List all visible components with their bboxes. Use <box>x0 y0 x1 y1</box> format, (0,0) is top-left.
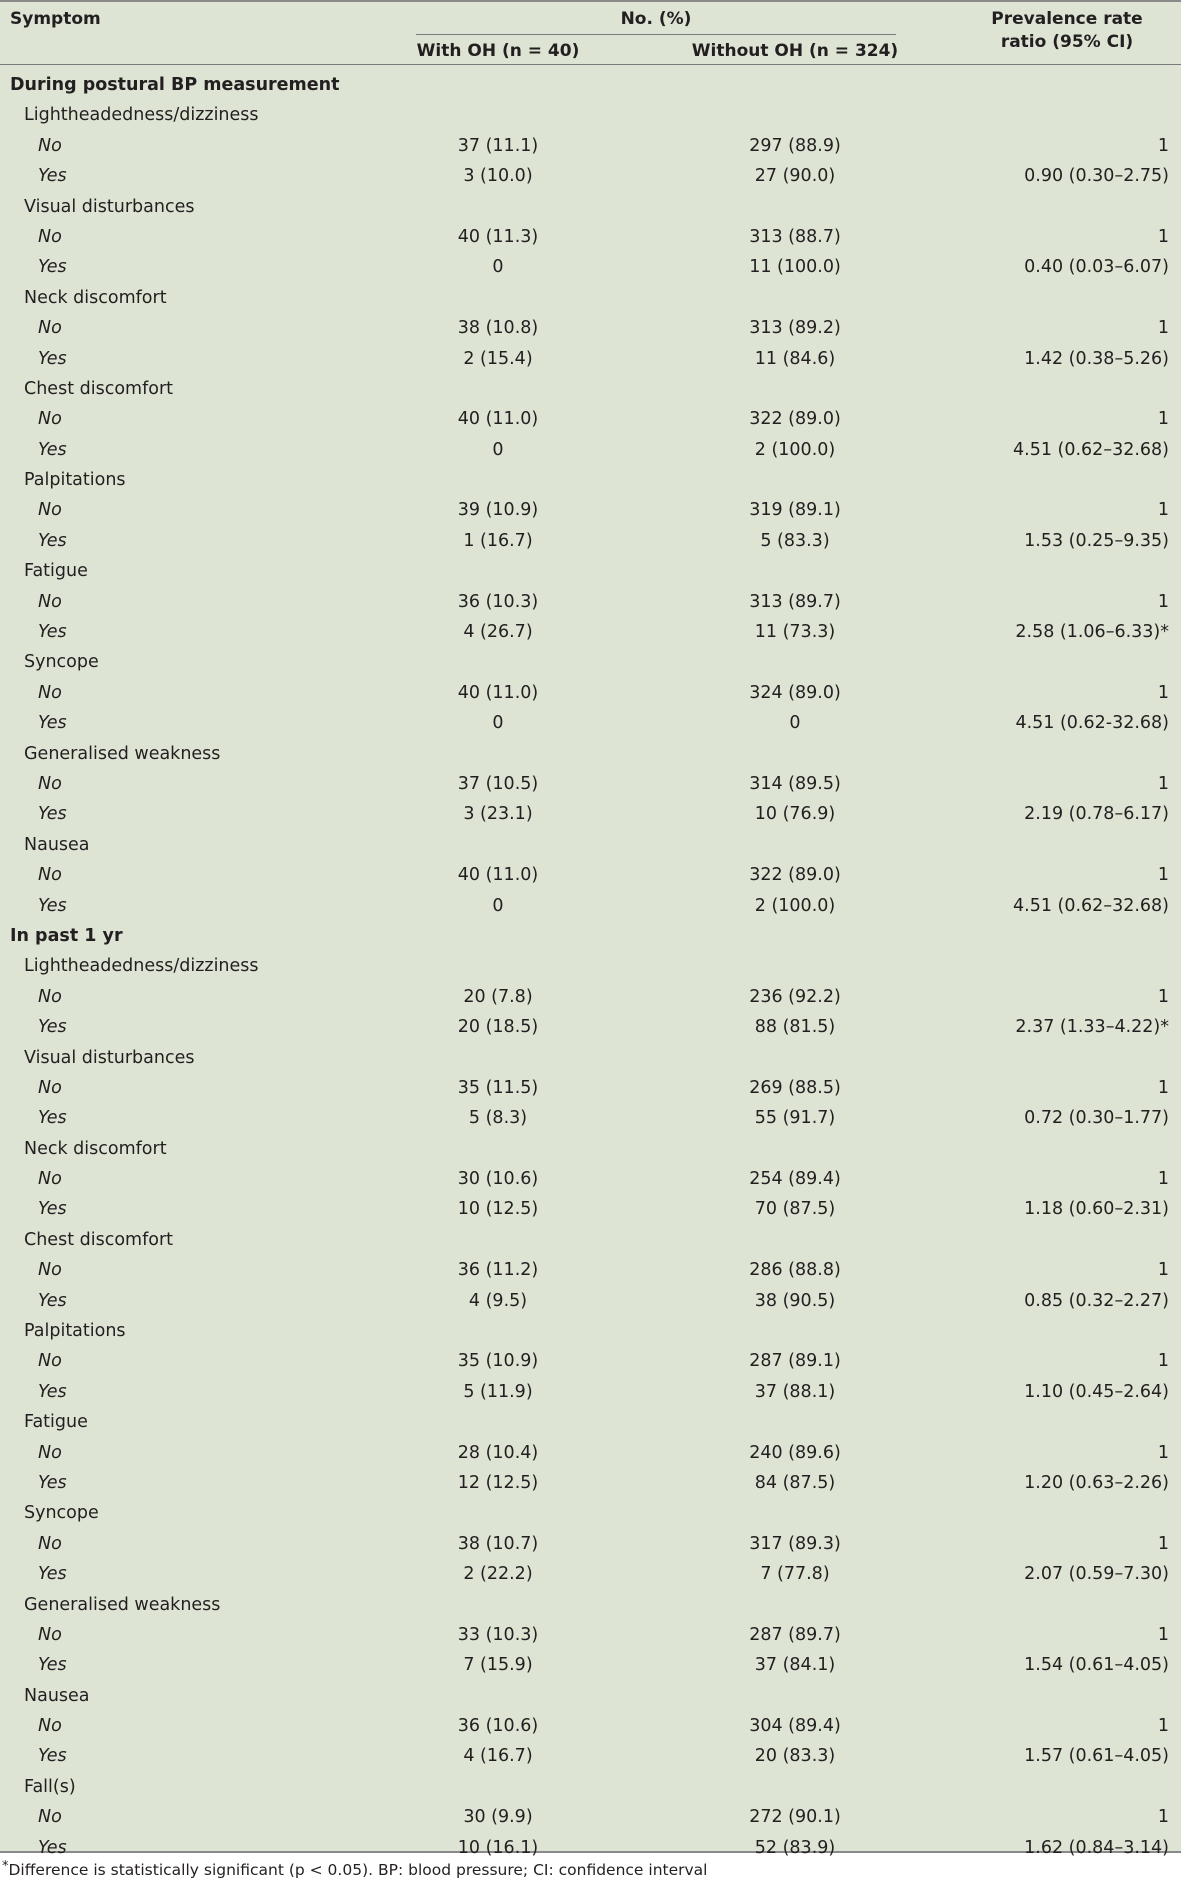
prr-cell: 1.10 (0.45–2.64) <box>1024 1381 1169 1402</box>
table-row <box>0 769 1181 799</box>
row-label: Chest discomfort <box>24 378 174 399</box>
prr-cell: 1 <box>1157 1716 1169 1737</box>
prr-cell: 1.42 (0.38–5.26) <box>1024 348 1169 369</box>
table-row <box>0 344 1181 374</box>
row-label: Yes <box>38 1564 67 1585</box>
row-label: No <box>38 865 62 886</box>
without-oh-cell: 27 (90.0) <box>754 166 836 187</box>
without-oh-cell: 0 <box>789 713 801 734</box>
prr-cell: 0.72 (0.30–1.77) <box>1024 1108 1169 1129</box>
with-oh-cell: 36 (10.3) <box>457 591 539 612</box>
with-oh-cell: 36 (11.2) <box>457 1260 539 1281</box>
without-oh-cell: 287 (89.7) <box>749 1624 841 1645</box>
prr-cell: 0.85 (0.32–2.27) <box>1024 1290 1169 1311</box>
prr-cell: 0.90 (0.30–2.75) <box>1024 166 1169 187</box>
without-oh-cell: 317 (89.3) <box>749 1533 841 1554</box>
table-row <box>0 860 1181 890</box>
prr-cell: 1 <box>1157 409 1169 430</box>
header-without-oh: Without OH (n = 324) <box>691 41 899 61</box>
without-oh-cell: 314 (89.5) <box>749 773 841 794</box>
without-oh-cell: 2 (100.0) <box>754 895 836 916</box>
with-oh-cell: 37 (10.5) <box>457 773 539 794</box>
with-oh-cell: 20 (7.8) <box>463 986 533 1007</box>
prr-cell: 1.62 (0.84–3.14) <box>1024 1837 1169 1858</box>
with-oh-cell: 35 (11.5) <box>457 1077 539 1098</box>
table-row <box>0 1164 1181 1194</box>
row-label: Yes <box>38 713 67 734</box>
without-oh-cell: 10 (76.9) <box>754 804 836 825</box>
row-label: Yes <box>38 1837 67 1858</box>
table-row <box>0 1255 1181 1285</box>
row-label: Fall(s) <box>24 1776 76 1797</box>
table-row <box>0 1650 1181 1680</box>
without-oh-cell: 88 (81.5) <box>754 1017 836 1038</box>
table-row <box>0 1346 1181 1376</box>
without-oh-cell: 11 (100.0) <box>749 257 841 278</box>
row-label: No <box>38 135 62 156</box>
row-label: Yes <box>38 348 67 369</box>
prr-cell: 1 <box>1157 318 1169 339</box>
row-label: No <box>38 500 62 521</box>
table-row <box>0 526 1181 556</box>
row-label: No <box>38 986 62 1007</box>
table-row <box>0 1559 1181 1589</box>
with-oh-cell: 40 (11.0) <box>457 865 539 886</box>
with-oh-cell: 3 (10.0) <box>463 166 533 187</box>
prr-cell: 1 <box>1157 682 1169 703</box>
without-oh-cell: 84 (87.5) <box>754 1472 836 1493</box>
row-label: No <box>38 1260 62 1281</box>
with-oh-cell: 4 (9.5) <box>468 1290 528 1311</box>
table-row <box>0 1194 1181 1224</box>
header-prevalence-rate-ratio <box>967 8 1167 54</box>
with-oh-cell: 2 (15.4) <box>463 348 533 369</box>
prr-cell: 1 <box>1157 865 1169 886</box>
symptom-row <box>0 100 1181 130</box>
prr-cell: 2.19 (0.78–6.17) <box>1024 804 1169 825</box>
with-oh-cell: 40 (11.0) <box>457 409 539 430</box>
row-label: No <box>38 1169 62 1190</box>
row-label: No <box>38 1716 62 1737</box>
prr-cell: 1 <box>1157 1533 1169 1554</box>
table-row <box>0 252 1181 282</box>
prr-cell: 1 <box>1157 135 1169 156</box>
row-label: During postural BP measurement <box>10 75 340 95</box>
prr-cell: 1.54 (0.61–4.05) <box>1024 1655 1169 1676</box>
with-oh-cell: 3 (23.1) <box>463 804 533 825</box>
table-row <box>0 1529 1181 1559</box>
with-oh-cell: 5 (8.3) <box>468 1108 528 1129</box>
row-label: No <box>38 1533 62 1554</box>
row-label: Palpitations <box>24 470 126 491</box>
prr-cell: 1 <box>1157 773 1169 794</box>
prr-cell: 4.51 (0.62-32.68) <box>1015 713 1169 734</box>
table-row <box>0 1286 1181 1316</box>
row-label: No <box>38 773 62 794</box>
header-prr-line1: Prevalence rate <box>991 9 1143 29</box>
without-oh-cell: 272 (90.1) <box>749 1807 841 1828</box>
without-oh-cell: 322 (89.0) <box>749 409 841 430</box>
with-oh-cell: 10 (16.1) <box>457 1837 539 1858</box>
symptom-row <box>0 374 1181 404</box>
with-oh-cell: 0 <box>492 439 504 460</box>
with-oh-cell: 7 (15.9) <box>463 1655 533 1676</box>
prr-cell: 1 <box>1157 1351 1169 1372</box>
row-label: Nausea <box>24 1685 90 1706</box>
without-oh-cell: 313 (89.7) <box>749 591 841 612</box>
table-row <box>0 435 1181 465</box>
without-oh-cell: 236 (92.2) <box>749 986 841 1007</box>
row-label: Yes <box>38 1108 67 1129</box>
symptom-row <box>0 830 1181 860</box>
prr-cell: 1 <box>1157 1442 1169 1463</box>
with-oh-cell: 10 (12.5) <box>457 1199 539 1220</box>
symptom-row <box>0 192 1181 222</box>
row-label: Lightheadedness/dizziness <box>24 956 259 977</box>
table-row <box>0 1103 1181 1133</box>
section-row <box>0 921 1181 951</box>
row-label: Yes <box>38 257 67 278</box>
with-oh-cell: 28 (10.4) <box>457 1442 539 1463</box>
table-row <box>0 1468 1181 1498</box>
row-label: Yes <box>38 166 67 187</box>
row-label: No <box>38 682 62 703</box>
symptom-row <box>0 1134 1181 1164</box>
table-row <box>0 404 1181 434</box>
table-row <box>0 161 1181 191</box>
row-label: Lightheadedness/dizziness <box>24 105 259 126</box>
row-label: Syncope <box>24 652 99 673</box>
row-label: No <box>38 1807 62 1828</box>
row-label: Visual disturbances <box>24 196 195 217</box>
row-label: Syncope <box>24 1503 99 1524</box>
without-oh-cell: 2 (100.0) <box>754 439 836 460</box>
with-oh-cell: 1 (16.7) <box>463 530 533 551</box>
row-label: Yes <box>38 1017 67 1038</box>
with-oh-cell: 4 (16.7) <box>463 1746 533 1767</box>
symptom-row <box>0 556 1181 586</box>
table-row <box>0 1711 1181 1741</box>
table-row <box>0 1620 1181 1650</box>
without-oh-cell: 70 (87.5) <box>754 1199 836 1220</box>
without-oh-cell: 240 (89.6) <box>749 1442 841 1463</box>
prr-cell: 4.51 (0.62–32.68) <box>1013 439 1169 460</box>
row-label: Palpitations <box>24 1321 126 1342</box>
symptom-row <box>0 1772 1181 1802</box>
table-row <box>0 1012 1181 1042</box>
table-body <box>0 70 1181 1863</box>
with-oh-cell: 2 (22.2) <box>463 1564 533 1585</box>
row-label: No <box>38 1624 62 1645</box>
row-label: Yes <box>38 1381 67 1402</box>
with-oh-cell: 38 (10.8) <box>457 318 539 339</box>
prr-cell: 2.58 (1.06–6.33)* <box>1015 622 1169 643</box>
without-oh-cell: 37 (84.1) <box>754 1655 836 1676</box>
row-label: No <box>38 1351 62 1372</box>
without-oh-cell: 269 (88.5) <box>749 1077 841 1098</box>
symptom-row <box>0 1225 1181 1255</box>
without-oh-cell: 319 (89.1) <box>749 500 841 521</box>
with-oh-cell: 0 <box>492 895 504 916</box>
symptom-row <box>0 951 1181 981</box>
table-row <box>0 313 1181 343</box>
without-oh-cell: 297 (88.9) <box>749 135 841 156</box>
row-label: Fatigue <box>24 1412 88 1433</box>
row-label: No <box>38 226 62 247</box>
without-oh-cell: 7 (77.8) <box>760 1564 830 1585</box>
row-label: Yes <box>38 439 67 460</box>
without-oh-cell: 322 (89.0) <box>749 865 841 886</box>
row-label: Generalised weakness <box>24 743 221 764</box>
row-label: No <box>38 1077 62 1098</box>
table-row <box>0 617 1181 647</box>
row-label: Generalised weakness <box>24 1594 221 1615</box>
with-oh-cell: 39 (10.9) <box>457 500 539 521</box>
header-bottom-rule <box>0 64 1181 65</box>
table-row <box>0 1073 1181 1103</box>
table-footnote <box>2 1860 708 1880</box>
row-label: Neck discomfort <box>24 287 167 308</box>
with-oh-cell: 37 (11.1) <box>457 135 539 156</box>
with-oh-cell: 40 (11.0) <box>457 682 539 703</box>
without-oh-cell: 254 (89.4) <box>749 1169 841 1190</box>
prr-cell: 1 <box>1157 986 1169 1007</box>
symptom-row <box>0 1498 1181 1528</box>
prr-cell: 1.18 (0.60–2.31) <box>1024 1199 1169 1220</box>
prr-cell: 4.51 (0.62–32.68) <box>1013 895 1169 916</box>
symptom-row <box>0 1316 1181 1346</box>
row-label: No <box>38 1442 62 1463</box>
row-label: Yes <box>38 895 67 916</box>
prr-cell: 1 <box>1157 1807 1169 1828</box>
header-no-pct: No. (%) <box>620 9 692 29</box>
row-label: No <box>38 409 62 430</box>
prr-cell: 1 <box>1157 1260 1169 1281</box>
prr-cell: 1.20 (0.63–2.26) <box>1024 1472 1169 1493</box>
footnote-marker: * <box>2 1859 9 1874</box>
table-row <box>0 495 1181 525</box>
without-oh-cell: 286 (88.8) <box>749 1260 841 1281</box>
table-row <box>0 1741 1181 1771</box>
row-label: Yes <box>38 622 67 643</box>
with-oh-cell: 0 <box>492 713 504 734</box>
with-oh-cell: 38 (10.7) <box>457 1533 539 1554</box>
with-oh-cell: 12 (12.5) <box>457 1472 539 1493</box>
prr-cell: 1 <box>1157 1077 1169 1098</box>
table-row <box>0 587 1181 617</box>
prr-cell: 1 <box>1157 226 1169 247</box>
symptom-row <box>0 647 1181 677</box>
row-label: Yes <box>38 1746 67 1767</box>
with-oh-cell: 5 (11.9) <box>463 1381 533 1402</box>
with-oh-cell: 20 (18.5) <box>457 1017 539 1038</box>
without-oh-cell: 11 (84.6) <box>754 348 836 369</box>
prr-cell: 1.53 (0.25–9.35) <box>1024 530 1169 551</box>
table-row <box>0 982 1181 1012</box>
without-oh-cell: 287 (89.1) <box>749 1351 841 1372</box>
table-row <box>0 1438 1181 1468</box>
prr-cell: 2.37 (1.33–4.22)* <box>1015 1017 1169 1038</box>
prr-cell: 1 <box>1157 500 1169 521</box>
without-oh-cell: 304 (89.4) <box>749 1716 841 1737</box>
without-oh-cell: 38 (90.5) <box>754 1290 836 1311</box>
without-oh-cell: 324 (89.0) <box>749 682 841 703</box>
prr-cell: 1.57 (0.61–4.05) <box>1024 1746 1169 1767</box>
row-label: No <box>38 591 62 612</box>
symptom-row <box>0 1681 1181 1711</box>
table-row <box>0 678 1181 708</box>
without-oh-cell: 313 (88.7) <box>749 226 841 247</box>
row-label: In past 1 yr <box>10 925 123 946</box>
table-row <box>0 1833 1181 1863</box>
table-row <box>0 222 1181 252</box>
without-oh-cell: 52 (83.9) <box>754 1837 836 1858</box>
symptom-row <box>0 283 1181 313</box>
symptom-row <box>0 1043 1181 1073</box>
without-oh-cell: 5 (83.3) <box>760 530 830 551</box>
with-oh-cell: 35 (10.9) <box>457 1351 539 1372</box>
with-oh-cell: 0 <box>492 257 504 278</box>
table-row <box>0 708 1181 738</box>
row-label: Neck discomfort <box>24 1138 167 1159</box>
row-label: No <box>38 318 62 339</box>
header-group-rule <box>416 34 896 35</box>
prr-cell: 2.07 (0.59–7.30) <box>1024 1564 1169 1585</box>
header-with-oh: With OH (n = 40) <box>416 41 580 61</box>
table-row <box>0 131 1181 161</box>
row-label: Yes <box>38 1290 67 1311</box>
without-oh-cell: 37 (88.1) <box>754 1381 836 1402</box>
with-oh-cell: 36 (10.6) <box>457 1716 539 1737</box>
row-label: Fatigue <box>24 561 88 582</box>
footnote-text: Difference is statistically significant (p < 0.05). BP: blood pressure; CI: confidence interval <box>8 1861 708 1879</box>
table-row <box>0 1802 1181 1832</box>
symptom-row <box>0 1407 1181 1437</box>
header-symptom: Symptom <box>10 9 101 29</box>
table-row <box>0 1377 1181 1407</box>
prr-cell: 1 <box>1157 1624 1169 1645</box>
row-label: Nausea <box>24 834 90 855</box>
with-oh-cell: 30 (9.9) <box>463 1807 533 1828</box>
without-oh-cell: 55 (91.7) <box>754 1108 836 1129</box>
symptom-row <box>0 739 1181 769</box>
row-label: Chest discomfort <box>24 1229 174 1250</box>
row-label: Yes <box>38 530 67 551</box>
table-row <box>0 799 1181 829</box>
row-label: Yes <box>38 1472 67 1493</box>
row-label: Yes <box>38 1199 67 1220</box>
with-oh-cell: 33 (10.3) <box>457 1624 539 1645</box>
header-prr-line2: ratio (95% CI) <box>1000 32 1134 52</box>
with-oh-cell: 40 (11.3) <box>457 226 539 247</box>
with-oh-cell: 4 (26.7) <box>463 622 533 643</box>
row-label: Yes <box>38 804 67 825</box>
table-row <box>0 891 1181 921</box>
row-label: Yes <box>38 1655 67 1676</box>
prr-cell: 1 <box>1157 591 1169 612</box>
section-row <box>0 70 1181 100</box>
without-oh-cell: 20 (83.3) <box>754 1746 836 1767</box>
symptom-row <box>0 1590 1181 1620</box>
with-oh-cell: 30 (10.6) <box>457 1169 539 1190</box>
without-oh-cell: 313 (89.2) <box>749 318 841 339</box>
without-oh-cell: 11 (73.3) <box>754 622 836 643</box>
symptom-row <box>0 465 1181 495</box>
prr-cell: 1 <box>1157 1169 1169 1190</box>
prr-cell: 0.40 (0.03–6.07) <box>1024 257 1169 278</box>
row-label: Visual disturbances <box>24 1047 195 1068</box>
